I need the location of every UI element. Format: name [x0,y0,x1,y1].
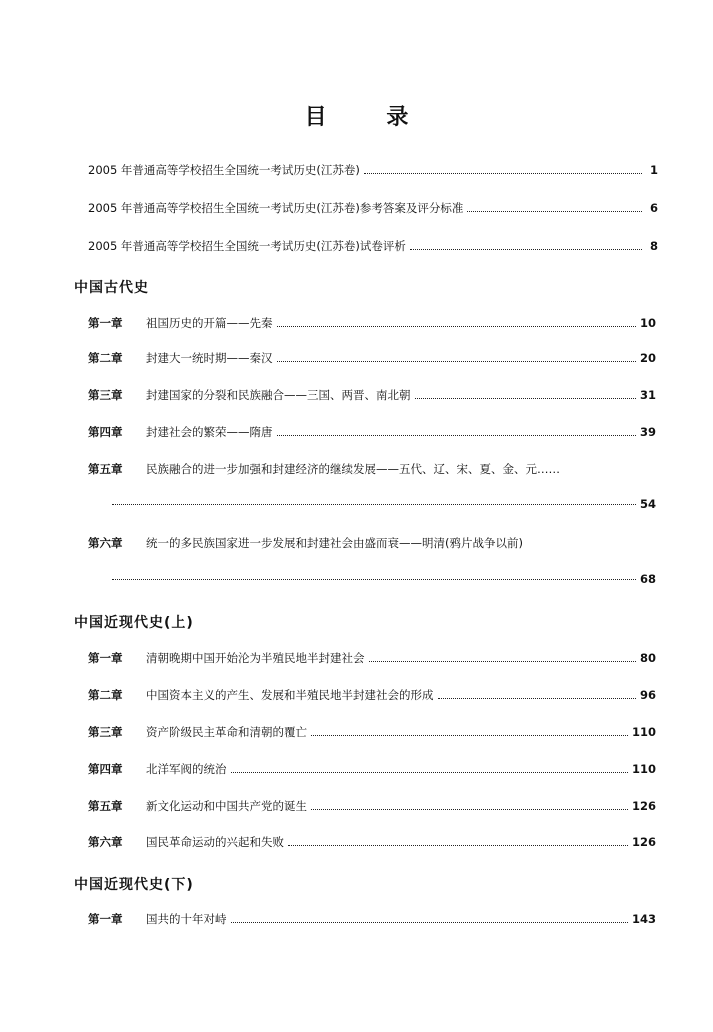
page-number: 6 [649,201,658,215]
toc-chapter-entry[interactable] [88,911,656,927]
chapter-number: 第三章 [88,725,123,739]
chapter-title: 北洋军阀的统治 [146,762,227,776]
chapter-number: 第五章 [88,462,123,476]
toc-continuation-line[interactable] [112,571,656,587]
chapter-title: 国民革命运动的兴起和失败 [146,835,284,849]
leader-dots [438,697,636,699]
toc-continuation-line[interactable] [112,496,656,512]
leader-dots [467,210,642,212]
page-number: 31 [639,388,656,402]
toc-chapter-entry[interactable] [88,724,656,740]
chapter-number: 第一章 [88,912,123,926]
chapter-title: 国共的十年对峙 [146,912,227,926]
leader-dots [112,578,636,580]
toc-chapter-entry[interactable] [88,350,656,366]
chapter-number: 第六章 [88,536,123,550]
chapter-number: 第四章 [88,762,123,776]
section-heading: 中国古代史 [74,280,149,296]
page-number: 20 [639,351,656,365]
leader-dots [231,771,628,773]
chapter-number: 第四章 [88,425,123,439]
leader-dots [410,248,642,250]
chapter-title: 统一的多民族国家进一步发展和封建社会由盛而衰——明清(鸦片战争以前) [146,536,523,550]
chapter-title: 新文化运动和中国共产党的诞生 [146,799,307,813]
leader-dots [112,503,636,505]
page-number: 39 [639,425,656,439]
leader-dots [415,397,636,399]
chapter-title: 资产阶级民主革命和清朝的覆亡 [146,725,307,739]
chapter-number: 第一章 [88,651,123,665]
page-number: 8 [649,239,658,253]
page-number: 1 [649,163,658,177]
toc-chapter-entry[interactable] [88,461,656,477]
toc-chapter-entry[interactable] [88,315,656,331]
entry-text: 2005 年普通高等学校招生全国统一考试历史(江苏卷)试卷评析 [88,239,406,253]
chapter-number: 第五章 [88,799,123,813]
toc-chapter-entry[interactable] [88,798,656,814]
chapter-title: 封建国家的分裂和民族融合——三国、两晋、南北朝 [146,388,411,402]
chapter-title: 民族融合的进一步加强和封建经济的继续发展——五代、辽、宋、夏、金、元…… [146,462,560,476]
chapter-number: 第三章 [88,388,123,402]
chapter-number: 第二章 [88,351,123,365]
section-heading: 中国近现代史(上) [74,615,194,631]
page-number: 110 [631,762,656,776]
chapter-title: 祖国历史的开篇——先秦 [146,316,273,330]
toc-chapter-entry[interactable] [88,650,656,666]
section-heading: 中国近现代史(下) [74,877,194,893]
page-number: 143 [631,912,656,926]
page-number: 96 [639,688,656,702]
leader-dots [277,434,636,436]
leader-dots [369,660,636,662]
chapter-number: 第六章 [88,835,123,849]
toc-chapter-entry[interactable] [88,387,656,403]
toc-chapter-entry[interactable] [88,535,656,551]
toc-intro-entry[interactable] [88,162,658,178]
toc-chapter-entry[interactable] [88,687,656,703]
chapter-number: 第一章 [88,316,123,330]
leader-dots [288,844,628,846]
toc-chapter-entry[interactable] [88,424,656,440]
leader-dots [364,172,642,174]
page-number: 110 [631,725,656,739]
toc-intro-entry[interactable] [88,200,658,216]
chapter-title: 封建大一统时期——秦汉 [146,351,273,365]
chapter-title: 封建社会的繁荣——隋唐 [146,425,273,439]
page-number: 10 [639,316,656,330]
chapter-title: 清朝晚期中国开始沦为半殖民地半封建社会 [146,651,365,665]
leader-dots [311,734,628,736]
page-number: 126 [631,799,656,813]
page-number: 54 [639,497,656,511]
toc-chapter-entry[interactable] [88,834,656,850]
entry-text: 2005 年普通高等学校招生全国统一考试历史(江苏卷)参考答案及评分标准 [88,201,464,215]
toc-chapter-entry[interactable] [88,761,656,777]
chapter-number: 第二章 [88,688,123,702]
entry-text: 2005 年普通高等学校招生全国统一考试历史(江苏卷) [88,163,360,177]
leader-dots [311,808,628,810]
page-title: 目 录 [304,104,435,130]
page-number: 80 [639,651,656,665]
chapter-title: 中国资本主义的产生、发展和半殖民地半封建社会的形成 [146,688,434,702]
page-number: 68 [639,572,656,586]
leader-dots [231,921,628,923]
page-number: 126 [631,835,656,849]
leader-dots [277,360,636,362]
toc-intro-entry[interactable] [88,238,658,254]
leader-dots [277,325,636,327]
